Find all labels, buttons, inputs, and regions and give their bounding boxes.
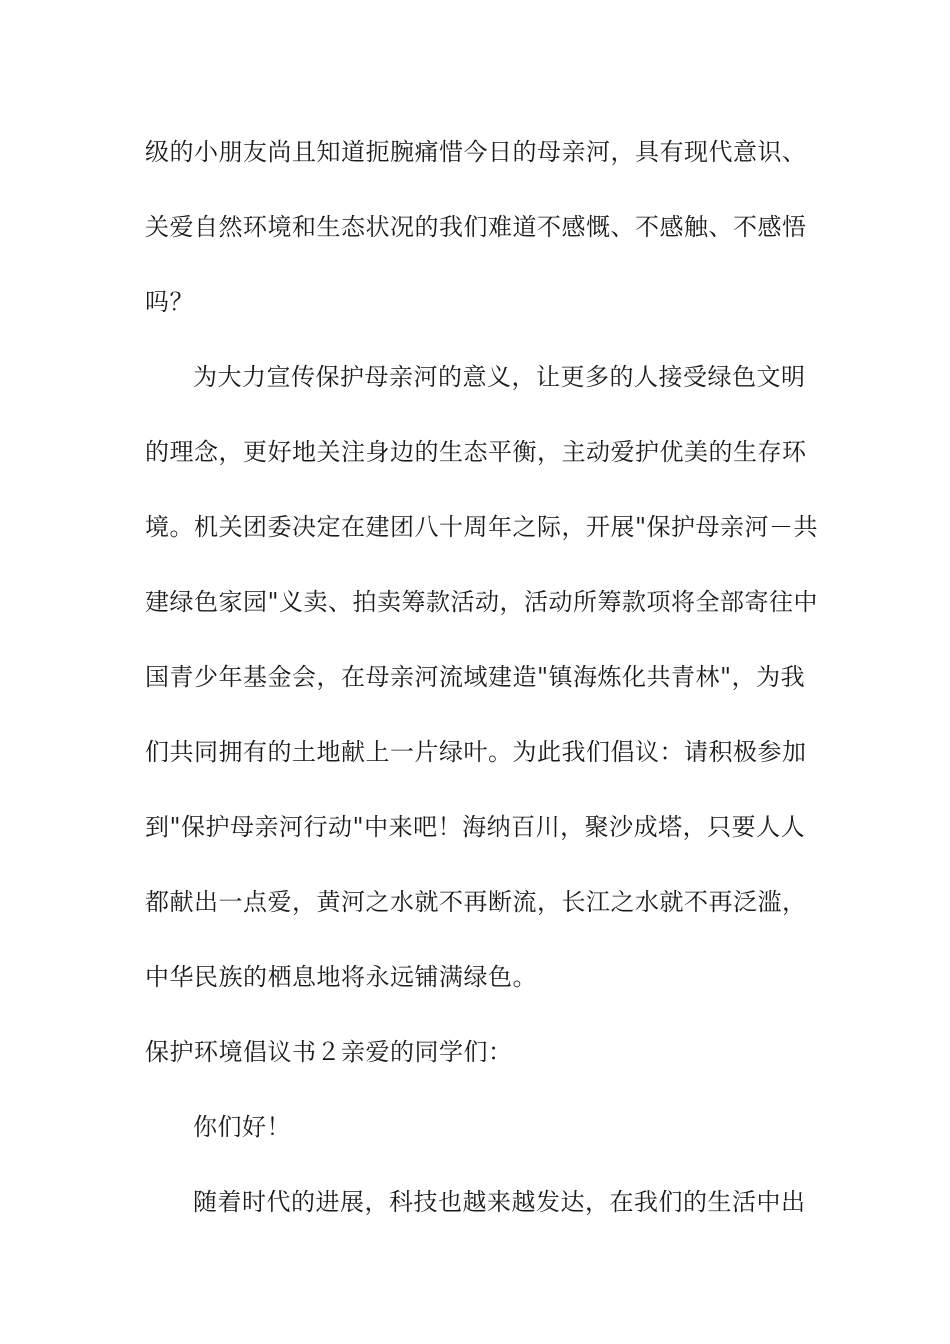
paragraph-first-line: 为大力宣传保护母亲河的意义，让更多的人接受绿色文明: [193, 363, 806, 391]
text-line: 关爱自然环境和生态状况的我们难道不感慨、不感触、不感悟: [145, 213, 807, 241]
text-line: 吗？: [145, 288, 194, 316]
text-line: 国青少年基金会，在母亲河流域建造"镇海炼化共青林"，为我: [145, 663, 806, 691]
text-line: 级的小朋友尚且知道扼腕痛惜今日的母亲河，具有现代意识、: [145, 138, 807, 166]
text-line: 都献出一点爱，黄河之水就不再断流，长江之水就不再泛滥，: [145, 888, 807, 916]
text-line: 到"保护母亲河行动"中来吧！海纳百川，聚沙成塔，只要人人: [145, 813, 806, 841]
text-line: 中华民族的栖息地将永远铺满绿色。: [145, 963, 537, 991]
text-line: 的理念，更好地关注身边的生态平衡，主动爱护优美的生存环: [145, 438, 807, 466]
text-line: 境。机关团委决定在建团八十周年之际，开展"保护母亲河－共: [145, 513, 819, 541]
greeting-line: 你们好！: [193, 1113, 291, 1141]
text-line: 建绿色家园"义卖、拍卖筹款活动，活动所筹款项将全部寄往中: [145, 588, 819, 616]
section-heading-line: 保护环境倡议书２亲爱的同学们：: [145, 1038, 513, 1066]
text-line: 们共同拥有的土地献上一片绿叶。为此我们倡议：请积极参加: [145, 738, 807, 766]
paragraph-first-line: 随着时代的进展，科技也越来越发达，在我们的生活中出: [193, 1188, 806, 1216]
